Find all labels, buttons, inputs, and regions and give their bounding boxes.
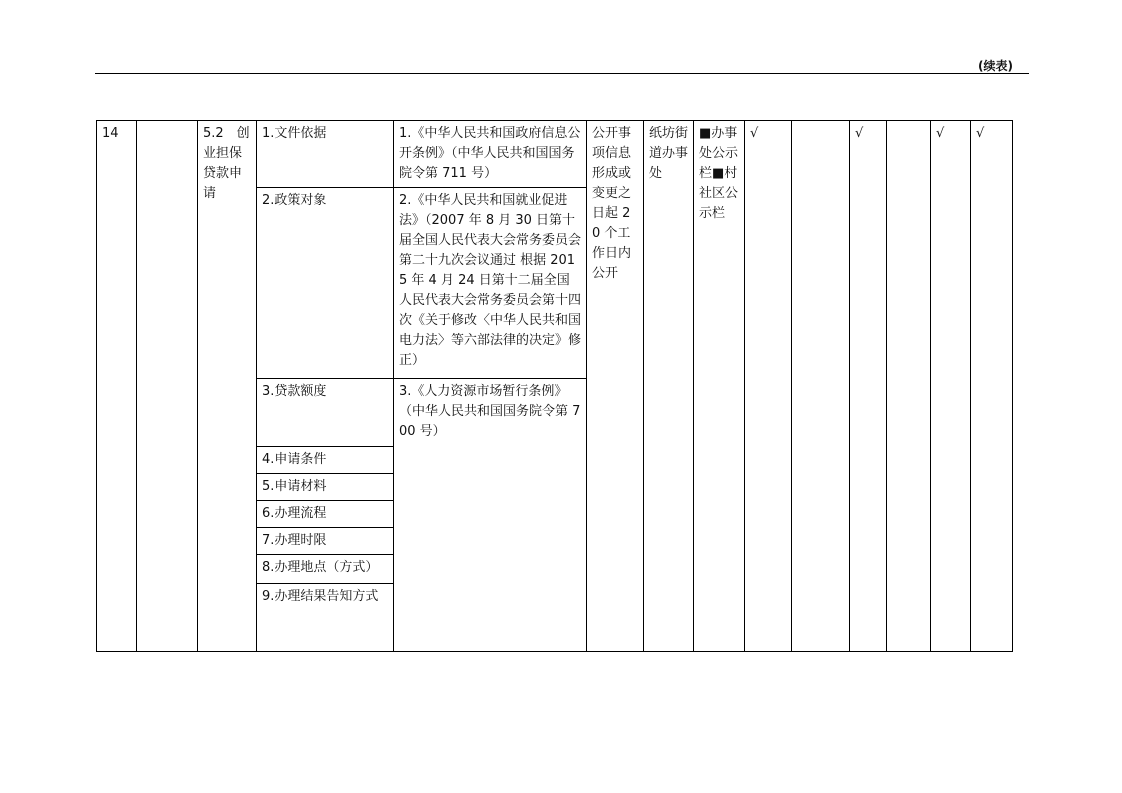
item-name: 5.2 创业担保贷款申请 (198, 121, 257, 652)
basis-1: 1.《中华人民共和国政府信息公开条例》（中华人民共和国国务院令第 711 号） (394, 121, 587, 188)
disclosure-channel: ■办事处公示栏■村社区公示栏 (694, 121, 745, 652)
basis-2: 2.《中华人民共和国就业促进法》（2007 年 8 月 30 日第十届全国人民代表大会常务委员会第二十九次会议通过 根据 2015 年 4 月 24 日第十二届全国人民代表大会常务委员会第十四次《关于修改〈中华人民共和国电力法〉等六部法律的决定》修正） (394, 188, 587, 379)
mark-5: √ (931, 121, 971, 652)
element-4: 4.申请条件 (257, 447, 394, 474)
mark-2 (792, 121, 850, 652)
element-7: 7.办理时限 (257, 528, 394, 555)
element-5: 5.申请材料 (257, 474, 394, 501)
element-1: 1.文件依据 (257, 121, 394, 188)
element-3: 3.贷款额度 (257, 379, 394, 447)
disclosure-subject: 纸坊街道办事处 (644, 121, 694, 652)
row-number: 14 (97, 121, 137, 652)
category-cell (137, 121, 198, 652)
element-6: 6.办理流程 (257, 501, 394, 528)
mark-4 (887, 121, 931, 652)
element-8: 8.办理地点（方式） (257, 555, 394, 584)
header-rule (95, 73, 1029, 74)
mark-6: √ (971, 121, 1013, 652)
element-2: 2.政策对象 (257, 188, 394, 379)
basis-3: 3.《人力资源市场暂行条例》（中华人民共和国国务院令第 700 号） (394, 379, 587, 652)
disclosure-table (96, 120, 1013, 652)
mark-3: √ (850, 121, 887, 652)
mark-1: √ (745, 121, 792, 652)
disclosure-timeline: 公开事项信息形成或变更之日起 20 个工作日内公开 (587, 121, 644, 652)
continued-label: (续表) (978, 59, 1013, 73)
element-9: 9.办理结果告知方式 (257, 584, 394, 652)
